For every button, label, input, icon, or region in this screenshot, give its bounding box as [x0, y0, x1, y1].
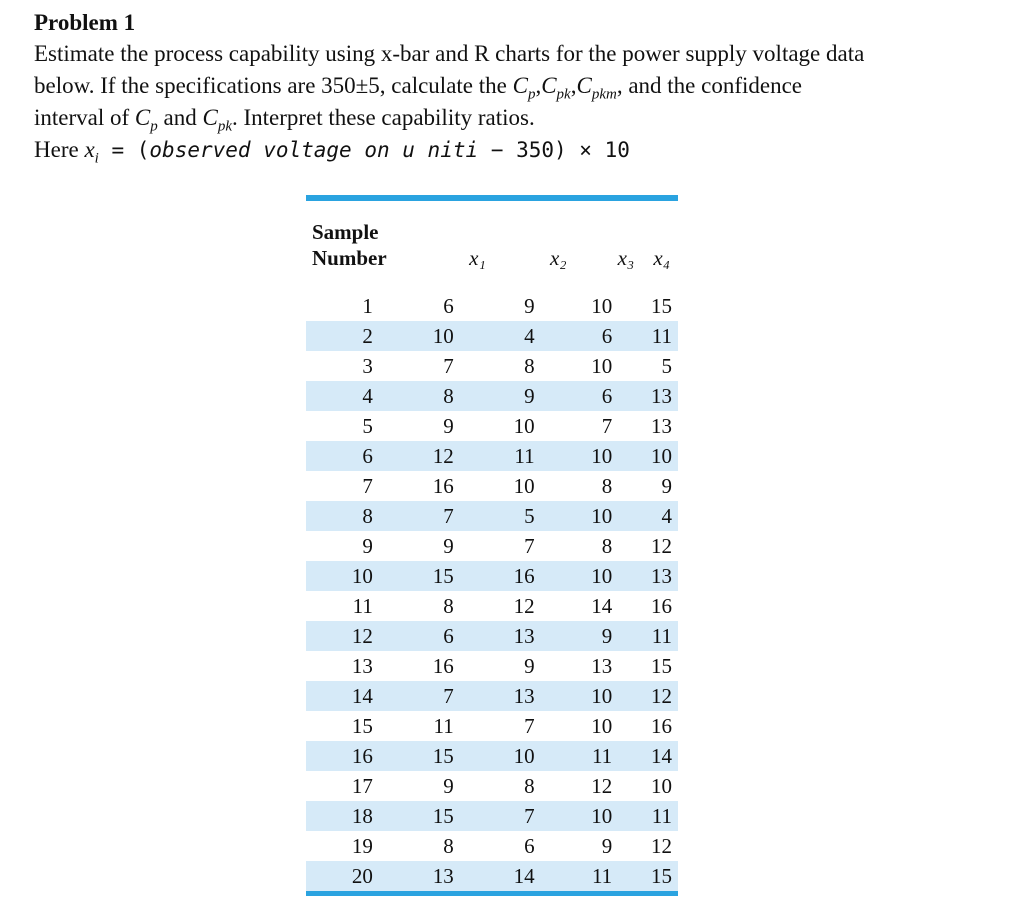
- table-body: [306, 275, 678, 891]
- header-x2: x₂: [549, 246, 567, 270]
- sample-number-cell: 8: [306, 501, 413, 531]
- x1-cell: 8: [413, 591, 494, 621]
- x1-cell: 9: [413, 771, 494, 801]
- problem-text: Estimate the process capability using x-bar and R charts for the power supply voltage data below. If the specifications are 350±5, calculate the $C_p,C_{pk},C_{pkm}$, and the confidence interval of $C_p$ and $C_{pk}$. Interpret these capability ratios. Here $x_i$ = (observed voltage on u niti − 350) × 10: [34, 41, 865, 167]
- x3-cell: 10: [575, 561, 643, 591]
- header-x4: x₄: [653, 246, 670, 270]
- x4-cell: 15: [642, 291, 678, 321]
- x3-cell: 7: [575, 411, 643, 441]
- table-row: [306, 801, 678, 831]
- x1-cell: 15: [413, 801, 494, 831]
- problem-line-2b: , and the confidence: [616, 73, 803, 98]
- table-row: [306, 291, 678, 321]
- cpk-symbol: $C_{pk}$: [541, 73, 571, 103]
- x2-cell: 9: [494, 651, 575, 681]
- cp-symbol-2: $C_p$: [134, 105, 158, 135]
- table-row: [306, 381, 678, 411]
- x4-cell: 15: [642, 861, 678, 891]
- sample-number-cell: 16: [306, 741, 413, 771]
- x1-cell: 9: [413, 411, 494, 441]
- x4-cell: 11: [642, 801, 678, 831]
- x1-cell: 7: [413, 501, 494, 531]
- table-row: [306, 321, 678, 351]
- x2-cell: 12: [494, 591, 575, 621]
- x4-cell: 12: [642, 531, 678, 561]
- header-x1: x₁: [469, 246, 486, 270]
- x2-cell: 9: [494, 381, 575, 411]
- x2-cell: 6: [494, 831, 575, 861]
- sample-number-cell: 6: [306, 441, 413, 471]
- x2-cell: 10: [494, 411, 575, 441]
- x1-cell: 12: [413, 441, 494, 471]
- sample-number-cell: 10: [306, 561, 413, 591]
- table-header-spacer: [306, 275, 678, 291]
- x3-cell: 10: [575, 801, 643, 831]
- table-row: [306, 351, 678, 381]
- sample-number-cell: 11: [306, 591, 413, 621]
- sample-number-cell: 14: [306, 681, 413, 711]
- table-row: [306, 621, 678, 651]
- x3-cell: 8: [575, 471, 643, 501]
- x2-cell: 11: [494, 441, 575, 471]
- x1-cell: 11: [413, 711, 494, 741]
- table-row: [306, 501, 678, 531]
- x3-cell: 8: [575, 531, 643, 561]
- x1-cell: 8: [413, 831, 494, 861]
- sample-number-cell: 17: [306, 771, 413, 801]
- problem-line-3b: . Interpret these capability ratios.: [231, 105, 535, 130]
- formula-expression: observed voltage on u niti: [149, 138, 479, 162]
- x3-cell: 11: [575, 861, 643, 891]
- x4-cell: 13: [642, 381, 678, 411]
- x4-cell: 11: [642, 321, 678, 351]
- table-row: [306, 441, 678, 471]
- sample-number-cell: 7: [306, 471, 413, 501]
- table-row: [306, 741, 678, 771]
- cpkm-symbol: $C_{pkm}$: [576, 73, 617, 103]
- table-row: [306, 831, 678, 861]
- x4-cell: 11: [642, 621, 678, 651]
- x4-cell: 15: [642, 651, 678, 681]
- x3-cell: 11: [575, 741, 643, 771]
- table-row: [306, 471, 678, 501]
- x4-cell: 9: [642, 471, 678, 501]
- sample-number-cell: 3: [306, 351, 413, 381]
- problem-line-3a: interval of: [34, 105, 135, 130]
- x3-cell: 9: [575, 621, 643, 651]
- x2-cell: 7: [494, 801, 575, 831]
- table-row: [306, 561, 678, 591]
- x1-cell: 9: [413, 531, 494, 561]
- x2-cell: 7: [494, 531, 575, 561]
- x4-cell: 12: [642, 681, 678, 711]
- x3-cell: 6: [575, 381, 643, 411]
- x2-cell: 13: [494, 681, 575, 711]
- data-table: [306, 201, 678, 891]
- table-row: [306, 771, 678, 801]
- problem-line-1: Estimate the process capability using x-bar and R charts for the power supply voltage data: [34, 41, 865, 66]
- x3-cell: 6: [575, 321, 643, 351]
- x4-cell: 10: [642, 771, 678, 801]
- sample-number-cell: 9: [306, 531, 413, 561]
- x2-cell: 13: [494, 621, 575, 651]
- x4-cell: 10: [642, 441, 678, 471]
- header-sample-number: Sample Number: [312, 220, 387, 270]
- sample-number-cell: 13: [306, 651, 413, 681]
- x3-cell: 10: [575, 351, 643, 381]
- x4-cell: 13: [642, 411, 678, 441]
- header-x3: x₃: [617, 246, 635, 270]
- x1-cell: 13: [413, 861, 494, 891]
- problem-line-2a: below. If the specifications are 350±5, calculate the: [34, 73, 513, 98]
- x4-cell: 5: [642, 351, 678, 381]
- x3-cell: 14: [575, 591, 643, 621]
- x3-cell: 13: [575, 651, 643, 681]
- x3-cell: 10: [575, 711, 643, 741]
- x2-cell: 16: [494, 561, 575, 591]
- x1-cell: 16: [413, 471, 494, 501]
- sample-number-cell: 20: [306, 861, 413, 891]
- x2-cell: 9: [494, 291, 575, 321]
- sample-number-cell: 2: [306, 321, 413, 351]
- x1-cell: 7: [413, 681, 494, 711]
- cp-symbol: $C_p$: [512, 73, 536, 103]
- x1-cell: 6: [413, 291, 494, 321]
- x1-cell: 10: [413, 321, 494, 351]
- x2-cell: 14: [494, 861, 575, 891]
- sample-number-cell: 15: [306, 711, 413, 741]
- table-row: [306, 651, 678, 681]
- x4-cell: 4: [642, 501, 678, 531]
- sample-number-cell: 1: [306, 291, 413, 321]
- table-bottom-rule: [306, 891, 678, 896]
- x3-cell: 10: [575, 501, 643, 531]
- table-header-row: [306, 201, 678, 275]
- table-row: [306, 711, 678, 741]
- sample-number-cell: 4: [306, 381, 413, 411]
- cpk-symbol-2: $C_{pk}$: [202, 105, 232, 135]
- x2-cell: 7: [494, 711, 575, 741]
- sample-number-cell: 5: [306, 411, 413, 441]
- voltage-data-table: [306, 195, 678, 896]
- problem-line-4: Here $x_i$ = (observed voltage on u niti − 350) × 10: [34, 137, 630, 167]
- x4-cell: 14: [642, 741, 678, 771]
- table-row: [306, 411, 678, 441]
- x2-cell: 4: [494, 321, 575, 351]
- x4-cell: 13: [642, 561, 678, 591]
- x3-cell: 12: [575, 771, 643, 801]
- x4-cell: 16: [642, 711, 678, 741]
- table-row: [306, 861, 678, 891]
- table-row: [306, 531, 678, 561]
- sample-number-cell: 12: [306, 621, 413, 651]
- x1-cell: 15: [413, 561, 494, 591]
- x1-cell: 6: [413, 621, 494, 651]
- x3-cell: 10: [575, 291, 643, 321]
- x3-cell: 10: [575, 441, 643, 471]
- x1-cell: 16: [413, 651, 494, 681]
- problem-statement: [34, 8, 994, 166]
- x3-cell: 10: [575, 681, 643, 711]
- problem-title: Problem 1: [34, 10, 136, 35]
- x2-cell: 8: [494, 771, 575, 801]
- x4-cell: 12: [642, 831, 678, 861]
- x2-cell: 8: [494, 351, 575, 381]
- sample-number-cell: 18: [306, 801, 413, 831]
- x2-cell: 10: [494, 471, 575, 501]
- x1-cell: 7: [413, 351, 494, 381]
- x3-cell: 9: [575, 831, 643, 861]
- table-row: [306, 591, 678, 621]
- table-row: [306, 681, 678, 711]
- x2-cell: 5: [494, 501, 575, 531]
- sample-number-cell: 19: [306, 831, 413, 861]
- x1-cell: 8: [413, 381, 494, 411]
- x4-cell: 16: [642, 591, 678, 621]
- x1-cell: 15: [413, 741, 494, 771]
- x2-cell: 10: [494, 741, 575, 771]
